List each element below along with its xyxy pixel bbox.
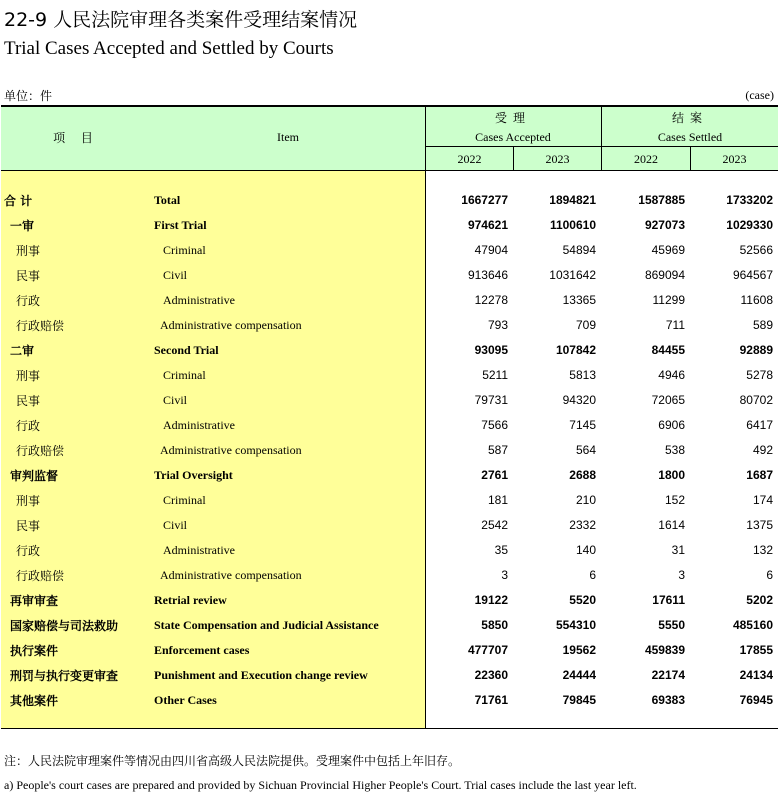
cell-accepted-2022: 35 [494,543,508,557]
settled-header-cn: 结案 [671,111,708,125]
cell-settled-2022: 4946 [658,368,685,382]
year-header-accepted-2023: 2023 [545,152,570,166]
table-row [1,312,778,337]
cell-accepted-2023: 1031642 [549,268,596,282]
cell-settled-2022: 3 [678,568,685,582]
cell-accepted-2023: 709 [575,318,596,332]
year-header-settled-2023: 2023 [722,152,747,166]
cell-accepted-2023: 13365 [562,293,596,307]
table-row [1,587,778,612]
cell-settled-2022: 31 [671,543,685,557]
table-row [1,362,778,387]
row-label-en: Administrative [163,543,235,557]
cell-settled-2023: 132 [752,543,773,557]
table-row [1,462,778,487]
cell-settled-2023: 964567 [732,268,773,282]
cell-accepted-2023: 19562 [562,643,596,657]
row-label-en: Criminal [163,243,206,257]
footnote-cn: 注：人民法院审理案件等情况由四川省高级人民法院提供。受理案件中包括上年旧存。 [4,754,461,768]
cell-accepted-2022: 47904 [474,243,508,257]
table-title-cn: 22-9 人民法院审理各类案件受理结案情况 [4,9,358,31]
row-label-cn: 执行案件 [10,644,59,658]
row-label-cn: 行政 [16,419,41,433]
cell-settled-2022: 69383 [651,693,685,707]
row-label-cn: 合 计 [4,194,33,208]
cell-settled-2023: 5202 [746,593,773,607]
accepted-header-cn: 受理 [494,111,531,125]
row-label-cn: 刑罚与执行变更审查 [10,669,119,683]
cell-accepted-2022: 793 [487,318,508,332]
row-label-cn: 行政赔偿 [16,444,65,458]
cell-settled-2022: 152 [664,493,685,507]
year-header-settled-2022: 2022 [634,152,658,166]
row-label-cn: 行政 [16,294,41,308]
cell-accepted-2022: 1667277 [461,193,508,207]
cell-accepted-2023: 564 [575,443,596,457]
row-label-cn: 民事 [16,394,41,408]
row-label-cn: 一审 [10,219,35,233]
cell-settled-2023: 92889 [739,343,773,357]
item-header-cn: 项 目 [53,131,99,145]
cell-accepted-2022: 71761 [474,693,508,707]
cell-settled-2023: 1375 [746,518,773,532]
table-row [1,662,778,687]
cell-accepted-2023: 54894 [562,243,596,257]
row-label-cn: 民事 [16,269,41,283]
cell-settled-2023: 492 [752,443,773,457]
cell-accepted-2023: 210 [575,493,596,507]
cell-settled-2023: 485160 [732,618,773,632]
cell-settled-2022: 711 [665,318,685,332]
row-label-cn: 刑事 [16,369,41,383]
cell-accepted-2022: 7566 [481,418,508,432]
table-row [1,412,778,437]
cell-settled-2023: 589 [752,318,773,332]
cell-settled-2022: 5550 [658,618,685,632]
table-row [1,512,778,537]
cell-settled-2023: 24134 [739,668,773,682]
table-row [1,612,778,637]
row-label-en: Administrative compensation [160,568,302,582]
row-label-cn: 行政赔偿 [16,569,65,583]
cell-settled-2022: 538 [664,443,685,457]
year-header-accepted-2022: 2022 [457,152,482,166]
cell-settled-2022: 459839 [644,643,685,657]
settled-header-en: Cases Settled [657,130,723,144]
cell-settled-2023: 1029330 [726,218,773,232]
cell-settled-2022: 22174 [651,668,685,682]
row-label-en: Civil [163,393,188,407]
table-row [1,562,778,587]
row-label-cn: 审判监督 [10,469,59,483]
cell-accepted-2022: 2542 [481,518,508,532]
cell-accepted-2023: 79845 [562,693,596,707]
row-label-cn: 再审审查 [10,594,59,608]
row-label-cn: 二审 [10,344,35,358]
cell-settled-2022: 869094 [644,268,685,282]
cell-accepted-2023: 6 [589,568,596,582]
cell-settled-2022: 45969 [651,243,685,257]
cell-accepted-2022: 93095 [474,343,508,357]
table-bottom-rule [1,728,778,729]
cell-settled-2023: 76945 [739,693,773,707]
row-label-en: Retrial review [154,593,227,607]
cell-accepted-2022: 3 [501,568,508,582]
cell-accepted-2023: 554310 [555,618,596,632]
cell-accepted-2022: 477707 [467,643,508,657]
table-row [1,387,778,412]
cell-settled-2022: 17611 [652,593,685,607]
row-label-en: Total [154,193,181,207]
cell-accepted-2022: 12278 [474,293,508,307]
cell-accepted-2023: 1894821 [549,193,596,207]
cell-settled-2022: 927073 [644,218,685,232]
row-label-en: State Compensation and Judicial Assistance [154,618,379,632]
cell-settled-2023: 174 [752,493,773,507]
cell-accepted-2023: 94320 [562,393,596,407]
row-label-cn: 刑事 [16,244,41,258]
row-label-en: Administrative [163,293,235,307]
table-row [1,487,778,512]
row-label-en: Civil [163,268,188,282]
table-row [1,237,778,262]
cell-settled-2023: 80702 [739,393,773,407]
row-label-en: Administrative compensation [160,443,302,457]
row-label-cn: 国家赔偿与司法救助 [10,619,119,633]
row-label-en: Administrative compensation [160,318,302,332]
cell-accepted-2022: 2761 [481,468,508,482]
cell-accepted-2023: 5813 [569,368,596,382]
cell-settled-2022: 1800 [658,468,685,482]
row-label-cn: 行政 [16,544,41,558]
cell-settled-2022: 11299 [652,293,685,307]
cell-settled-2022: 72065 [651,393,685,407]
cell-settled-2023: 6 [766,568,773,582]
row-label-en: Trial Oversight [154,468,233,482]
unit-label-cn: 单位：件 [4,89,53,103]
cell-accepted-2023: 7145 [569,418,596,432]
cell-settled-2023: 52566 [739,243,773,257]
row-label-en: Criminal [163,368,206,382]
row-label-cn: 行政赔偿 [16,319,65,333]
cell-settled-2023: 6417 [746,418,773,432]
row-label-en: Criminal [163,493,206,507]
statistics-table [1,105,778,729]
footnote-en: a) People's court cases are prepared and provided by Sichuan Provincial Higher People's Court. Trial cases include the last year left. [4,778,637,792]
table-title-en: Trial Cases Accepted and Settled by Courts [4,38,334,59]
table-row [1,537,778,562]
row-label-en: First Trial [154,218,207,232]
table-row [1,187,778,212]
cell-accepted-2023: 1100610 [549,218,596,232]
cell-accepted-2022: 5211 [482,368,508,382]
table-row [1,437,778,462]
row-label-en: Punishment and Execution change review [154,668,368,682]
cell-accepted-2023: 24444 [562,668,596,682]
cell-accepted-2022: 79731 [474,393,508,407]
row-label-en: Civil [163,518,188,532]
row-label-en: Enforcement cases [154,643,250,657]
cell-settled-2023: 11608 [740,293,773,307]
row-label-en: Second Trial [154,343,219,357]
cell-settled-2022: 84455 [651,343,685,357]
row-label-cn: 刑事 [16,494,41,508]
cell-accepted-2022: 913646 [467,268,508,282]
cell-accepted-2023: 2332 [569,518,596,532]
row-label-en: Administrative [163,418,235,432]
table-row [1,287,778,312]
cell-accepted-2022: 974621 [467,218,508,232]
cell-settled-2023: 17855 [739,643,773,657]
table-row [1,637,778,662]
cell-settled-2022: 1587885 [638,193,685,207]
cell-accepted-2022: 587 [487,443,508,457]
cell-accepted-2022: 181 [487,493,508,507]
row-label-en: Other Cases [154,693,217,707]
cell-accepted-2022: 22360 [474,668,508,682]
table-row [1,262,778,287]
cell-settled-2022: 6906 [658,418,685,432]
cell-accepted-2023: 140 [575,543,596,557]
table-row [1,687,778,712]
row-label-cn: 其他案件 [10,694,59,708]
cell-settled-2023: 5278 [746,368,773,382]
row-label-cn: 民事 [16,519,41,533]
cell-settled-2023: 1733202 [726,193,773,207]
unit-label-en: (case) [745,88,774,102]
header-bottom-rule [1,170,778,171]
cell-accepted-2023: 5520 [569,593,596,607]
cell-settled-2023: 1687 [746,468,773,482]
cell-accepted-2023: 107842 [555,343,596,357]
table-row [1,337,778,362]
item-header-en: Item [277,130,299,144]
table-row [1,212,778,237]
accepted-header-en: Cases Accepted [475,130,551,144]
table-top-rule [1,105,778,107]
cell-settled-2022: 1614 [658,518,685,532]
cell-accepted-2023: 2688 [569,468,596,482]
cell-accepted-2022: 19122 [474,593,508,607]
cell-accepted-2022: 5850 [481,618,508,632]
